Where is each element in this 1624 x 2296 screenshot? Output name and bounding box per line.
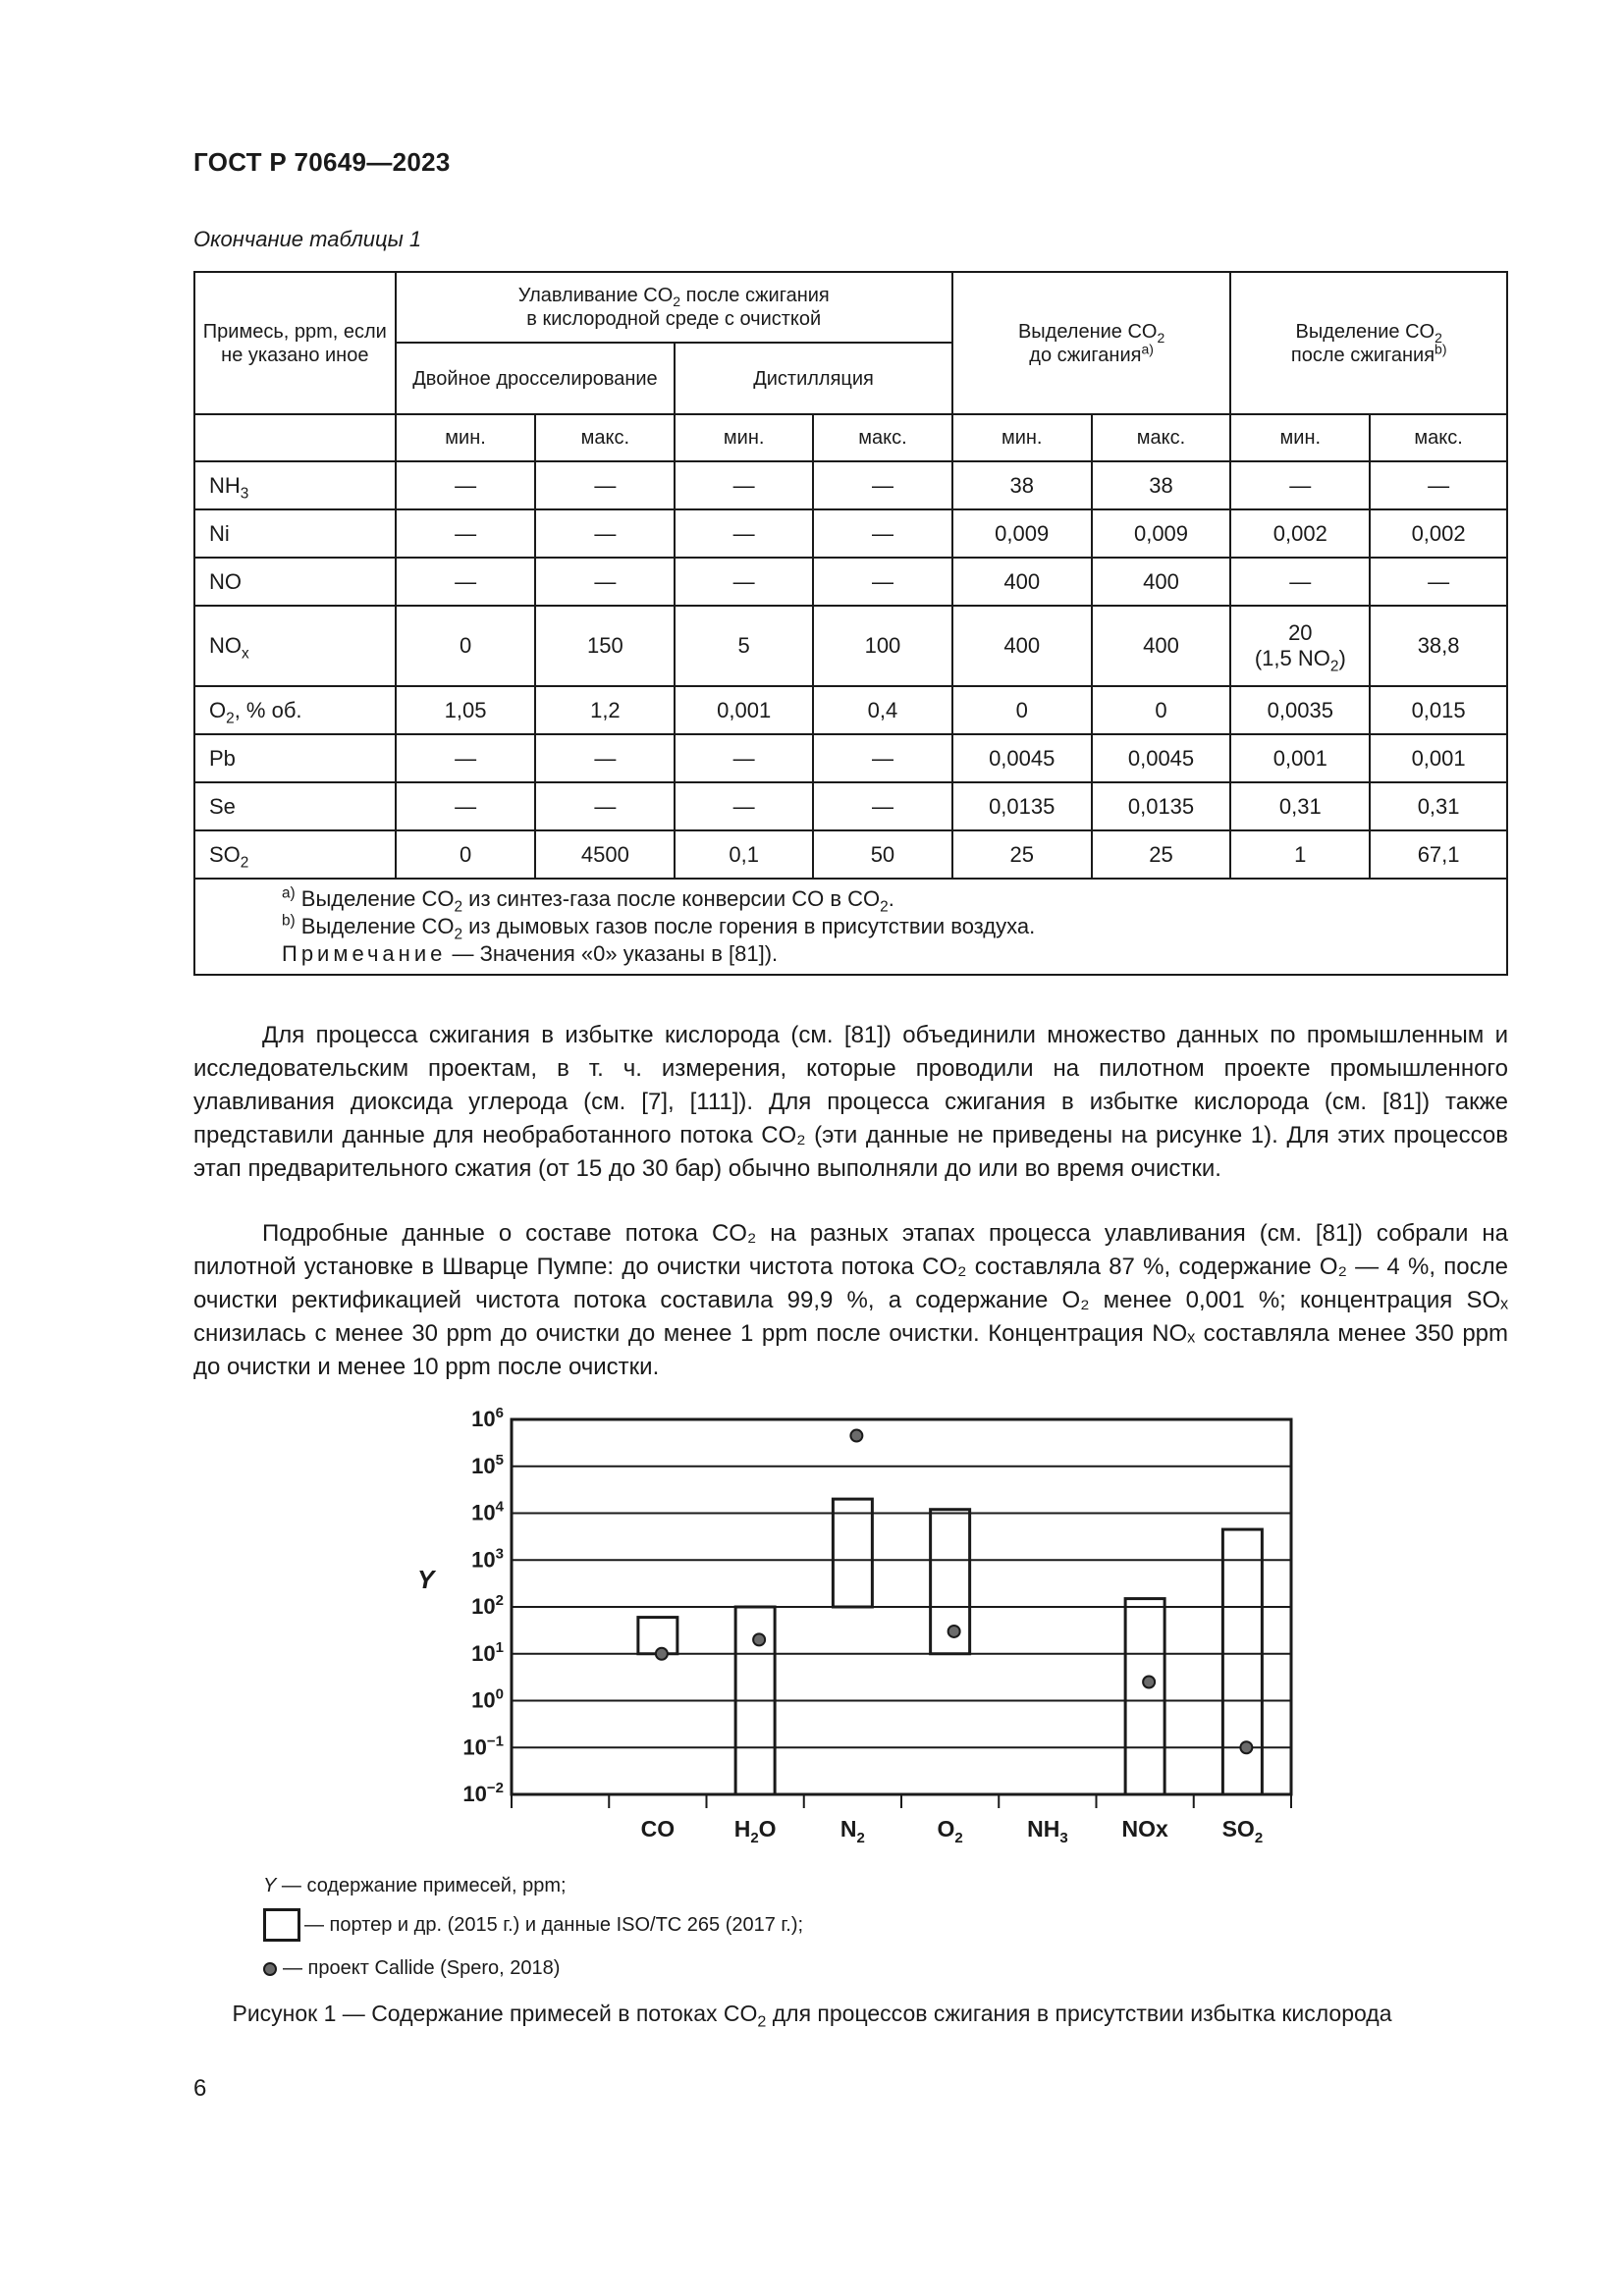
table-cell: 400	[952, 558, 1092, 606]
x-category-label: $SO_2$	[1221, 1816, 1264, 1846]
y-tick-label: $10^0$	[471, 1685, 504, 1713]
x-category-label: $NH_3$	[1027, 1816, 1068, 1846]
table-cell: —	[675, 461, 813, 509]
paragraph-2: Подробные данные о составе потока CO₂ на разных этапах процесса улавливания (см. [81]) собрали на пилотной установке в Шварце Пумпе: до очистки чистота потока CO₂ составляла 87 %, содержание O₂ — 4 %, после очистки ректификацией чистота потока составила 99,9 %, а содержание O₂ менее 0,001 %; концентрация SOₓ снизилась с менее 30 ppm до очистки до менее 1 ppm после очистки. Концентрация NOₓ составляла менее 350 ppm до очистки и менее 10 ppm после очистки.	[193, 1220, 1508, 1380]
table-cell: —	[535, 509, 675, 558]
table-cell: 0	[1092, 686, 1231, 734]
page-number: 6	[193, 2075, 207, 2102]
row-label: $SO_2$	[194, 830, 396, 879]
table-cell: 0,0135	[1092, 782, 1231, 830]
footnote-b: $^{b)}$ Выделение $CO_2$ из дымовых газов после горения в присутствии воздуха.	[282, 912, 1036, 943]
row-label: Pb	[194, 734, 396, 782]
header-max: макс.	[1370, 414, 1507, 461]
y-tick-label: $10^4$	[471, 1498, 504, 1525]
table-cell: 0,009	[1092, 509, 1231, 558]
data-point-nox	[1143, 1676, 1155, 1687]
table-cell: —	[396, 782, 536, 830]
table-cell: 0,015	[1370, 686, 1507, 734]
table-note: Примечание — Значения «0» указаны в [81]).	[282, 941, 779, 966]
table-cell: 5	[675, 606, 813, 686]
table-cell: 50	[813, 830, 952, 879]
table-cell: 0	[952, 686, 1092, 734]
table-cell: 400	[952, 606, 1092, 686]
header-min: мин.	[675, 414, 813, 461]
header-impurity: Примесь, ppm, если не указано иное	[194, 272, 396, 414]
data-point-n	[850, 1430, 862, 1442]
table-footnotes	[194, 879, 1507, 975]
table-cell: 0,31	[1370, 782, 1507, 830]
row-label: $NO_x$	[194, 606, 396, 686]
table-cell: —	[675, 782, 813, 830]
table-cell: 4500	[535, 830, 675, 879]
table-cell: 0,002	[1230, 509, 1370, 558]
impurities-chart	[393, 1399, 1306, 1850]
row-label: Ni	[194, 509, 396, 558]
x-category-label: $N_2$	[839, 1816, 865, 1846]
header-empty	[194, 414, 396, 461]
table-cell: —	[813, 509, 952, 558]
table-cell: 38,8	[1370, 606, 1507, 686]
table-continuation-label: Окончание таблицы 1	[193, 227, 422, 251]
legend-dot-symbol	[263, 1962, 277, 1976]
header-max: макс.	[813, 414, 952, 461]
header-max: макс.	[1092, 414, 1231, 461]
table-cell: 0,0135	[952, 782, 1092, 830]
header-max: макс.	[535, 414, 675, 461]
table-cell: —	[813, 734, 952, 782]
footnote-a: $^{a)}$ Выделение $CO_2$ из синтез-газа после конверсии CO в $CO_2$.	[282, 884, 894, 916]
header-post-combustion: Выделение $CO_2$ после сжигания$^{b)}$	[1230, 272, 1507, 414]
table-cell: —	[1230, 461, 1370, 509]
row-label: NO	[194, 558, 396, 606]
header-distillation: Дистилляция	[675, 343, 952, 414]
table-row	[194, 558, 1507, 606]
table-cell: 0,001	[1370, 734, 1507, 782]
table-cell: 0,001	[675, 686, 813, 734]
table-cell: —	[396, 509, 536, 558]
y-axis-label: Y	[417, 1565, 435, 1594]
table-row	[194, 509, 1507, 558]
table-cell: 0,0045	[1092, 734, 1231, 782]
legend-y: Y — содержание примесей, ppm;	[263, 1875, 567, 1896]
table-cell: —	[535, 734, 675, 782]
table-cell: 0,1	[675, 830, 813, 879]
table-cell: —	[813, 558, 952, 606]
y-tick-label: $10^5$	[471, 1451, 504, 1478]
table-cell: —	[535, 782, 675, 830]
table-cell: 67,1	[1370, 830, 1507, 879]
table-cell: 1	[1230, 830, 1370, 879]
legend-dot: — проект Callide (Spero, 2018)	[263, 1957, 560, 1980]
table-cell: 400	[1092, 558, 1231, 606]
table-cell: 0,002	[1370, 509, 1507, 558]
table-row	[194, 782, 1507, 830]
data-point-o	[948, 1626, 960, 1637]
header-min: мин.	[396, 414, 536, 461]
table-cell: 400	[1092, 606, 1231, 686]
table-cell: —	[1230, 558, 1370, 606]
table-cell: 1,2	[535, 686, 675, 734]
x-category-label: CO	[640, 1816, 676, 1842]
table-cell: 25	[1092, 830, 1231, 879]
table-cell: —	[396, 461, 536, 509]
range-box-n	[833, 1499, 872, 1607]
row-label: $O_2$, % об.	[194, 686, 396, 734]
table-cell: 0	[396, 830, 536, 879]
header-double-throttling: Двойное дросселирование	[396, 343, 676, 414]
y-tick-label: $10^3$	[471, 1545, 504, 1573]
table-cell: —	[396, 734, 536, 782]
y-tick-label: $10^{-1}$	[462, 1733, 504, 1760]
legend-box-symbol	[263, 1908, 300, 1942]
table-cell: —	[813, 782, 952, 830]
y-tick-label: $10^{-2}$	[462, 1780, 504, 1806]
x-category-label: $O_2$	[937, 1816, 963, 1846]
table-row	[194, 734, 1507, 782]
y-tick-label: $10^1$	[471, 1638, 504, 1666]
x-category-label: NOx	[1121, 1816, 1168, 1842]
header-min: мин.	[1230, 414, 1370, 461]
row-label: Se	[194, 782, 396, 830]
table-cell: 0,009	[952, 509, 1092, 558]
table-cell: —	[535, 461, 675, 509]
legend-box: — портер и др. (2015 г.) и данные ISO/TC 265 (2017 г.);	[263, 1908, 803, 1942]
table-cell: 0,001	[1230, 734, 1370, 782]
table-cell: 38	[952, 461, 1092, 509]
paragraph-1: Для процесса сжигания в избытке кислорода (см. [81]) объединили множество данных по промышленным и исследовательским проектам, в т. ч. измерения, которые проводили на пилотном проекте промышленного улавливания диоксида углерода (см. [7], [111]). Для процесса сжигания в избытке кислорода (см. [81]) также представили данные для необработанного потока CO₂ (эти данные не приведены на рисунке 1). Для этих процессов этап предварительного сжатия (от 15 до 30 бар) обычно выполняли до или во время очистки.	[193, 1022, 1508, 1182]
table-row	[194, 686, 1507, 734]
table-cell: 100	[813, 606, 952, 686]
table-cell: 1,05	[396, 686, 536, 734]
data-point-so	[1240, 1741, 1252, 1753]
document-id: ГОСТ Р 70649—2023	[193, 147, 451, 177]
x-category-label: $H_2O$	[733, 1816, 777, 1846]
table-cell: 150	[535, 606, 675, 686]
table-cell: —	[813, 461, 952, 509]
header-pre-combustion: Выделение $CO_2$ до сжигания$^{a)}$	[952, 272, 1231, 414]
y-tick-label: $10^2$	[471, 1592, 504, 1619]
figure-caption: Рисунок 1 — Содержание примесей в потоках $CO_2$ для процессов сжигания в присутствии избытка кислорода	[232, 2001, 1392, 2031]
row-label: $NH_3$	[194, 461, 396, 509]
y-tick-label: $10^6$	[471, 1405, 504, 1431]
table-cell: —	[535, 558, 675, 606]
table-cell: 0	[396, 606, 536, 686]
table-cell: 25	[952, 830, 1092, 879]
table-cell: 0,4	[813, 686, 952, 734]
table-cell: —	[396, 558, 536, 606]
header-oxy-capture: Улавливание $CO_2$ после сжигания в кислородной среде с очисткой	[396, 272, 952, 343]
data-point-co	[656, 1648, 668, 1660]
table-cell: 0,0045	[952, 734, 1092, 782]
table-cell: 0,0035	[1230, 686, 1370, 734]
data-point-h	[753, 1633, 765, 1645]
table-cell: —	[675, 558, 813, 606]
table-row	[194, 461, 1507, 509]
table-cell: —	[1370, 558, 1507, 606]
range-box-nox	[1125, 1599, 1164, 1794]
table-cell: —	[675, 734, 813, 782]
range-box-so	[1222, 1529, 1262, 1794]
table-cell: 0,31	[1230, 782, 1370, 830]
table-row	[194, 606, 1507, 686]
impurities-table	[193, 271, 1508, 976]
table-row	[194, 830, 1507, 879]
header-min: мин.	[952, 414, 1092, 461]
table-cell: —	[675, 509, 813, 558]
table-cell: 20 (1,5 $NO_2$)	[1230, 606, 1370, 686]
table-cell: —	[1370, 461, 1507, 509]
table-cell: 38	[1092, 461, 1231, 509]
